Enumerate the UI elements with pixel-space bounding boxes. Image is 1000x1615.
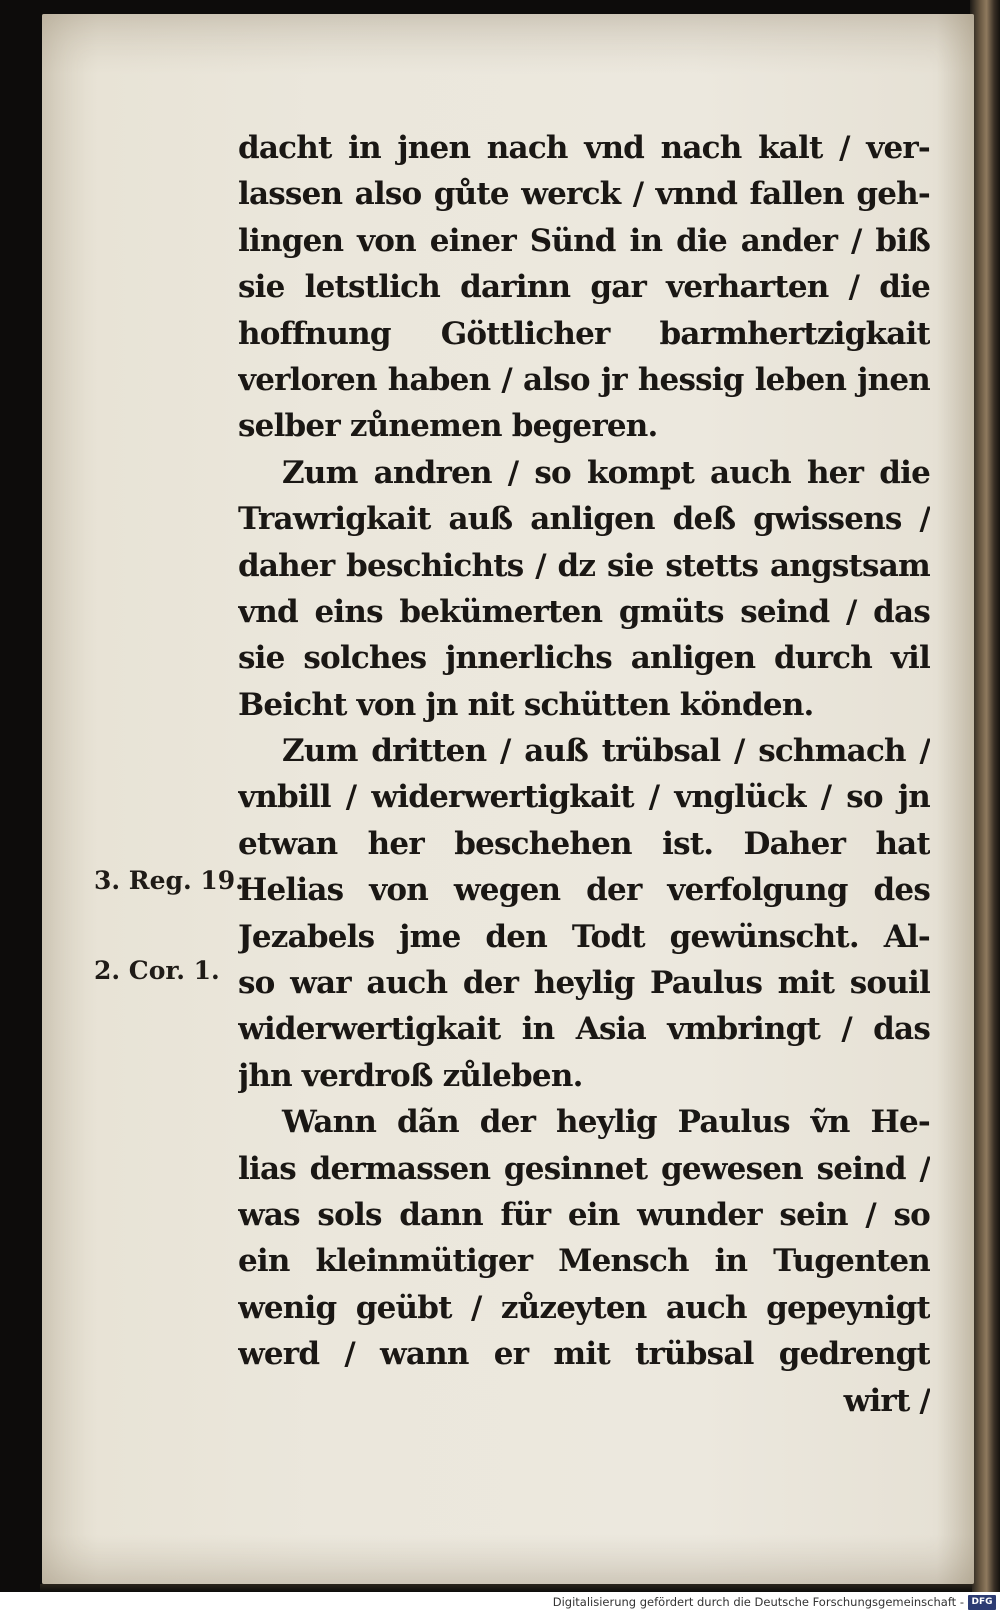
book-edge-bottom	[40, 1584, 972, 1592]
text-line: vnd eins bekümerten gmüts seind / das	[238, 593, 930, 630]
funding-credit: Digitalisierung gefördert durch die Deutsche Forschungsgemeinschaft -	[552, 1595, 964, 1609]
margin-note: 2. Cor. 1.	[94, 956, 220, 985]
text-line: Beicht von jn nit schütten könden.	[238, 686, 814, 723]
text-line: daher beschichts / dz sie stetts angstsam	[238, 547, 930, 584]
text-line: Jezabels jme den Todt gewünscht. Al-	[238, 918, 930, 955]
text-line: sie letstlich darinn gar verharten / die	[238, 269, 930, 306]
text-line: wenig geübt / zůzeyten auch gepeynigt	[238, 1289, 930, 1326]
paragraph-start-line: Wann dãn der heylig Paulus ṽn He-	[282, 1104, 930, 1141]
text-line: lassen also gůte werck / vnnd fallen geh-	[238, 176, 930, 213]
text-line: jhn verdroß zůleben.	[238, 1057, 583, 1094]
text-block	[238, 125, 930, 1424]
text-line: was sols dann für ein wunder sein / so	[238, 1196, 930, 1233]
text-line: vnbill / widerwertigkait / vnglück / so jn	[238, 779, 930, 816]
text-line: dacht in jnen nach vnd nach kalt / ver-	[238, 130, 930, 166]
catchword: wirt /	[843, 1382, 930, 1419]
book-edge	[970, 0, 1000, 1592]
margin-note: 3. Reg. 19.	[94, 866, 244, 895]
footer	[0, 1592, 1000, 1615]
text-line: sie solches jnnerlichs anligen durch vil	[238, 640, 930, 677]
text-line: etwan her beschehen ist. Daher hat	[238, 825, 930, 862]
text-line: lias dermassen gesinnet gewesen seind /	[238, 1150, 930, 1187]
text-line: so war auch der heylig Paulus mit souil	[238, 965, 930, 1002]
paragraph-start-line: Zum andren / so kompt auch her die	[282, 454, 930, 491]
text-line: selber zůnemen begeren.	[238, 408, 658, 445]
text-line: Helias von wegen der verfolgung des	[238, 872, 930, 909]
text-line: verloren haben / also jr hessig leben jnen	[238, 361, 930, 398]
text-line: lingen von einer Sünd in die ander / biß	[238, 222, 930, 259]
text-line: ein kleinmütiger Mensch in Tugenten	[238, 1243, 930, 1280]
text-line: hoffnung Göttlicher barmhertzigkait	[238, 315, 930, 352]
paragraph-start-line: Zum dritten / auß trübsal / schmach /	[282, 733, 930, 770]
dfg-logo: DFG	[968, 1595, 996, 1610]
text-line: Trawrigkait auß anligen deß gwissens /	[238, 501, 930, 538]
text-line: werd / wann er mit trübsal gedrengt	[238, 1336, 930, 1373]
text-line: widerwertigkait in Asia vmbringt / das	[238, 1011, 930, 1048]
